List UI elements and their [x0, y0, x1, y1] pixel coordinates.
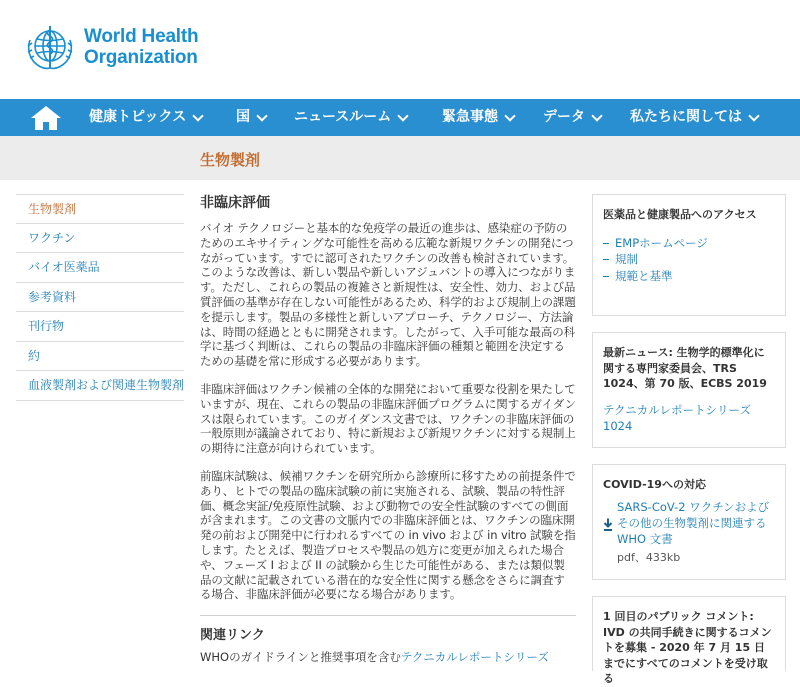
- sidebar-item-vaccines[interactable]: ワクチン: [16, 224, 184, 254]
- nav-item-data[interactable]: [543, 99, 601, 136]
- logo-line2: Organization: [84, 47, 198, 68]
- related-links-heading: 関連リンク: [200, 628, 265, 644]
- logo-line1: World Health: [84, 26, 199, 47]
- chevron-down-icon: [398, 110, 409, 121]
- chevron-down-icon: [748, 110, 759, 121]
- trs-1024-link[interactable]: テクニカルレポートシリーズ 1024: [603, 402, 751, 433]
- logo-text[interactable]: [84, 26, 198, 68]
- related-text: WHOのガイドラインと推奨事項を含む: [200, 650, 401, 665]
- sidebar-item-biologicals[interactable]: 生物製剤: [16, 194, 184, 224]
- chevron-down-icon: [504, 110, 515, 121]
- comment-title[interactable]: 1 回目のパブリック コメント: IVD の共同手続きに関するコメントを募集 - 2020 年 7 月 15 日までにすべてのコメントを受け取る: [603, 610, 772, 685]
- norms-standards-link[interactable]: 規範と基準: [603, 268, 775, 285]
- who-logo-icon[interactable]: [22, 22, 78, 72]
- sidebar: [16, 194, 184, 401]
- regulation-link[interactable]: 規制: [603, 251, 775, 268]
- nav-item-newsroom[interactable]: [294, 99, 407, 136]
- divider: [200, 615, 576, 616]
- covid-box: [592, 464, 786, 580]
- news-box: [592, 332, 786, 448]
- access-title: 医薬品と健康製品へのアクセス: [603, 208, 757, 221]
- main-content: [200, 193, 576, 665]
- chevron-down-icon: [591, 110, 602, 121]
- home-icon[interactable]: [29, 104, 63, 132]
- nav-item-countries[interactable]: [236, 99, 266, 136]
- related-links: [200, 649, 576, 665]
- covid-document[interactable]: [603, 499, 775, 547]
- access-links: [603, 235, 775, 285]
- technical-report-series-link[interactable]: テクニカルレポートシリーズ: [400, 650, 549, 665]
- nav-item-label: 国: [236, 109, 250, 125]
- nav-item-about[interactable]: [630, 99, 758, 136]
- paragraph-2: 非臨床評価はワクチン候補の全体的な開発において重要な役割を果たしていますが、現在、これらの製品の非臨床評価プログラムに関するガイダンスは限られています。このガイダンス文書では、ワクチンの非臨床評価の一般原則が議論されており、特に新規および新規ワクチンに対する規制上の期待に注意が向けられています。: [200, 381, 576, 456]
- sidebar-item-publications[interactable]: 刊行物: [16, 312, 184, 342]
- sidebar-item-about[interactable]: 約: [16, 342, 184, 372]
- sidebar-item-blood-products[interactable]: 血液製剤および関連生物製剤: [16, 371, 184, 401]
- paragraph-1: バイオ テクノロジーと基本的な免疫学の最近の進歩は、感染症の予防のためのエキサイティングな可能性を高める広範な新規ワクチンの開発につながっています。すでに認可されたワクチンの改善も検討されています。このような改善は、新しい製品や新しいアジュバントの導入につながります。ただし、これらの製品の複雑さと新規性は、安全性、効力、および品質評価の基準が存在しない可能性があるため、科学的および規制上の課題を提示します。製品の多様性と新しいアプローチ、テクノロジー、方法論は、時間の経過とともに開発されます。したがって、入手可能な最高の科学に基づく判断は、これらの製品の非臨床評価の種類と範囲を決定するための基礎を常に形成する必要があります。: [200, 221, 576, 369]
- main-nav: [0, 99, 800, 136]
- nav-item-emergencies[interactable]: [442, 99, 514, 136]
- access-box: [592, 194, 786, 316]
- paragraph-3: 前臨床試験は、候補ワクチンを研究所から診療所に移すための前提条件であり、ヒトでの製品の臨床試験の前に実施される、試験、製品の特性評価、概念実証/免疫原性試験、および動物での安全性試験のすべての側面が含まれます。この文書の文脈内での非臨床評価とは、ワクチンの臨床開発の前および開発中に行われるすべての in vivo および in vitro 試験を指します。たとえば、製造プロセスや製品の処方に変更が加えられた場合や、フェーズ I および II の試験から生じた可能性がある、または類似製品の文献に記載されている潜在的な安全性に関する懸念をさらに調査する場合、非臨床評価が必要になる場合があります。: [200, 468, 576, 602]
- section-title[interactable]: 生物製剤: [200, 151, 261, 169]
- sidebar-item-references[interactable]: 参考資料: [16, 283, 184, 313]
- nav-item-label: データ: [543, 109, 585, 125]
- file-meta: pdf、433kb: [617, 550, 681, 564]
- nav-item-label: 健康トピックス: [89, 109, 187, 125]
- chevron-down-icon: [256, 110, 267, 121]
- download-icon: [603, 502, 613, 547]
- sidebar-item-biotherapeutics[interactable]: バイオ医薬品: [16, 253, 184, 283]
- nav-item-label: 私たちに関しては: [630, 109, 742, 125]
- site-header: [0, 0, 800, 99]
- news-title: 最新ニュース: 生物学的標準化に関する専門家委員会、TRS 1024、第 70 版、ECBS 2019: [603, 346, 767, 390]
- comment-box: [592, 596, 786, 685]
- nav-item-label: 緊急事態: [442, 109, 498, 125]
- nav-item-label: ニュースルーム: [294, 109, 392, 125]
- page-title: 非臨床評価: [200, 195, 270, 211]
- emp-homepage-link[interactable]: EMPホームページ: [603, 235, 775, 252]
- section-band: [0, 136, 800, 180]
- covid-title: COVID-19への対応: [603, 478, 706, 491]
- chevron-down-icon: [193, 110, 204, 121]
- nav-item-health-topics[interactable]: [89, 99, 202, 136]
- covid-document-link[interactable]: SARS-CoV-2 ワクチンおよびその他の生物製剤に関連する WHO 文書: [617, 499, 770, 546]
